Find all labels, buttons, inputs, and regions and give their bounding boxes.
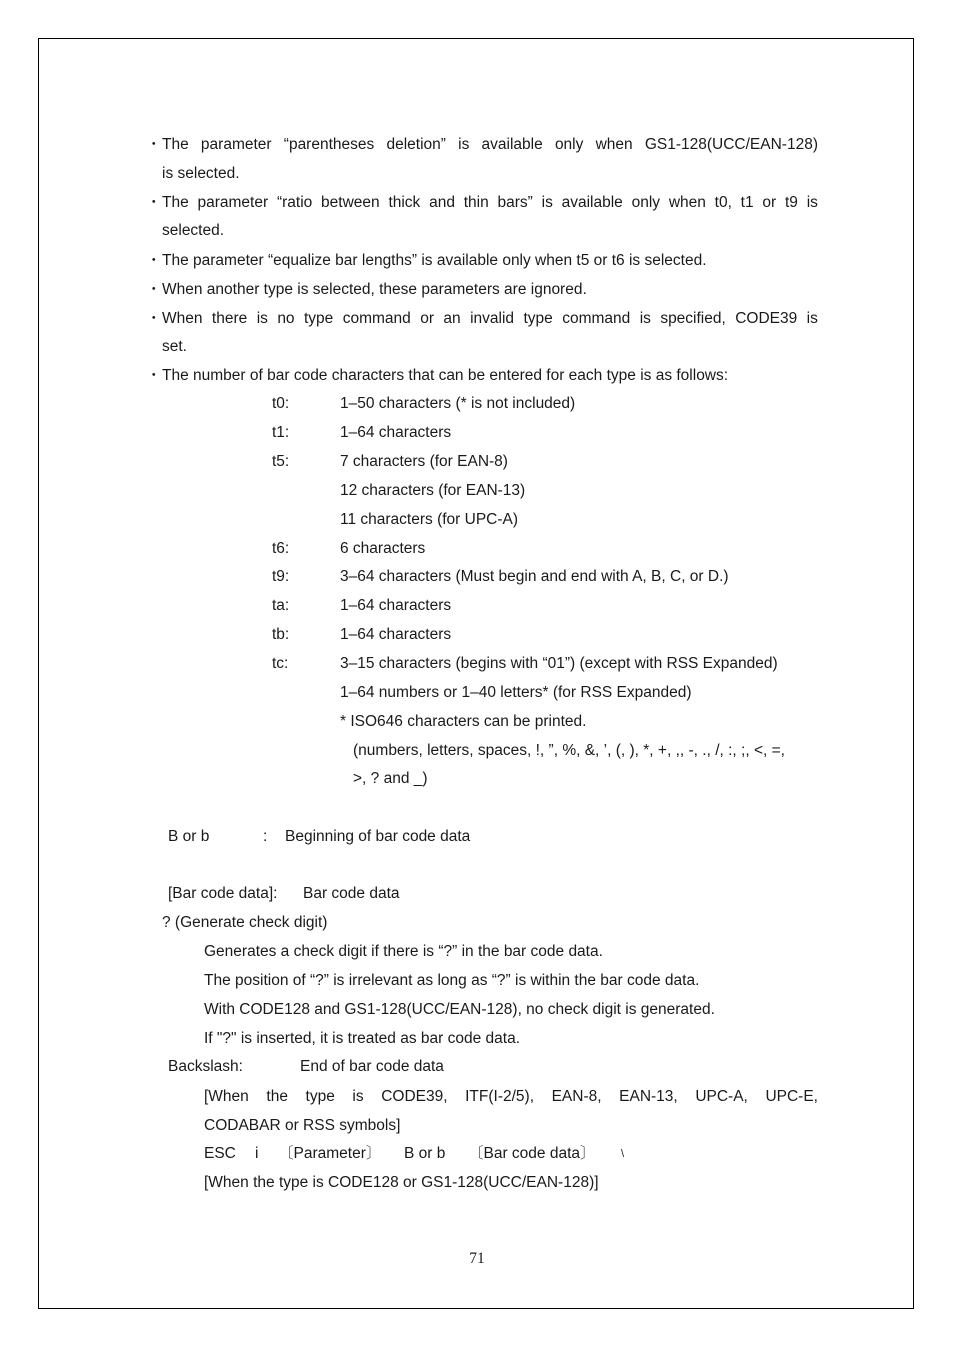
word: an	[443, 310, 461, 327]
bar-code-data-label: [Bar code data]:	[168, 885, 278, 902]
word: available	[481, 136, 543, 153]
word: deletion”	[386, 136, 446, 153]
word: command	[342, 310, 411, 327]
word: type	[305, 1088, 335, 1105]
word: t0,	[714, 194, 732, 211]
check-digit-line: With CODE128 and GS1-128(UCC/EAN-128), no check digit is generated.	[204, 1001, 715, 1018]
iso-chars-line2: >, ? and _)	[353, 770, 428, 787]
word: ITF(I-2/5),	[465, 1088, 535, 1105]
word: is	[352, 1088, 364, 1105]
bullet-text-line	[162, 193, 818, 213]
word: no	[277, 310, 295, 327]
type-code: t9:	[272, 568, 290, 585]
when-type-line2: CODABAR or RSS symbols]	[204, 1117, 401, 1134]
word: The	[162, 136, 189, 153]
type-char-description: 7 characters (for EAN-8)	[340, 453, 508, 470]
type-char-description: 6 characters	[340, 540, 426, 557]
word: command	[562, 310, 631, 327]
page-number: 71	[469, 1250, 485, 1267]
backslash-label: Backslash:	[168, 1058, 243, 1075]
check-digit-line: Generates a check digit if there is “?” in the bar code data.	[204, 943, 603, 960]
word: is	[458, 136, 470, 153]
type-char-description: 12 characters (for EAN-13)	[340, 482, 526, 499]
bullet-text-continuation: selected.	[162, 222, 225, 239]
esc-keyword: ESC	[204, 1145, 236, 1162]
word: is	[541, 194, 553, 211]
bullet-marker: ・	[146, 194, 162, 211]
type-char-description: 1–64 characters	[340, 424, 452, 441]
check-digit-line: If "?" is inserted, it is treated as bar code data.	[204, 1030, 521, 1047]
word: UPC-A,	[695, 1088, 748, 1105]
word: CODE39,	[381, 1088, 448, 1105]
bullet-text-line: When another type is selected, these parameters are ignored.	[162, 281, 587, 298]
word: EAN-8,	[551, 1088, 602, 1105]
esc-i: i	[255, 1145, 259, 1162]
word: [When	[204, 1088, 249, 1105]
type-char-description: 1–50 characters (* is not included)	[340, 395, 576, 412]
word: “ratio	[276, 194, 313, 211]
esc-parameter: 〔Parameter〕	[278, 1145, 382, 1162]
check-digit-title: ? (Generate check digit)	[162, 914, 328, 931]
iso-chars-line1: (numbers, letters, spaces, !, ”, %, &, ’, (, ), *, +, ,, -, ., /, :, ;, <, =,	[353, 742, 785, 759]
b-or-b-desc: Beginning of bar code data	[285, 828, 471, 845]
word: is	[256, 310, 268, 327]
bullet-text-line	[162, 309, 818, 329]
word: when	[595, 136, 633, 153]
bullet-text-line	[162, 135, 818, 155]
bullet-text-line: The number of bar code characters that can be entered for each type is as follows:	[162, 367, 729, 384]
bar-code-data-desc: Bar code data	[303, 885, 400, 902]
word: “parentheses	[283, 136, 375, 153]
esc-b-or-b: B or b	[404, 1145, 446, 1162]
check-digit-line: The position of “?” is irrelevant as long as “?” is within the bar code data.	[204, 972, 700, 989]
word: is	[806, 194, 818, 211]
word: The	[162, 194, 189, 211]
type-char-description: 11 characters (for UPC-A)	[340, 511, 519, 528]
bullet-marker: ・	[146, 367, 162, 384]
word: CODE39	[735, 310, 798, 327]
word: specified,	[660, 310, 726, 327]
bullet-marker: ・	[146, 136, 162, 153]
when-type-line1	[204, 1087, 818, 1107]
type-code: t1:	[272, 424, 290, 441]
type-code: t0:	[272, 395, 290, 412]
word: invalid	[470, 310, 515, 327]
when-type-code128: [When the type is CODE128 or GS1-128(UCC/EAN-128)]	[204, 1174, 599, 1191]
word: only	[631, 194, 661, 211]
word: thin	[463, 194, 489, 211]
word: is	[806, 310, 818, 327]
word: only	[554, 136, 584, 153]
word: t1	[740, 194, 754, 211]
word: UPC-E,	[765, 1088, 818, 1105]
type-char-description: 1–64 numbers or 1–40 letters* (for RSS Expanded)	[340, 684, 692, 701]
word: When	[162, 310, 203, 327]
bullet-marker: ・	[146, 310, 162, 327]
bullet-text-line: The parameter “equalize bar lengths” is available only when t5 or t6 is selected.	[162, 252, 707, 269]
b-or-b-colon: :	[263, 828, 268, 845]
esc-backslash: \	[621, 1148, 625, 1160]
esc-bar-code-data: 〔Bar code data〕	[468, 1145, 596, 1162]
type-char-description: 1–64 characters	[340, 626, 452, 643]
word: available	[561, 194, 623, 211]
word: between	[321, 194, 380, 211]
word: bars”	[497, 194, 533, 211]
type-char-description: 3–64 characters (Must begin and end with A, B, C, or D.)	[340, 568, 729, 585]
type-code: ta:	[272, 597, 290, 614]
bullet-marker: ・	[146, 252, 162, 269]
word: the	[266, 1088, 288, 1105]
word: t9	[784, 194, 798, 211]
word: thick	[388, 194, 421, 211]
type-char-description: 1–64 characters	[340, 597, 452, 614]
word: is	[639, 310, 651, 327]
word: type	[303, 310, 334, 327]
bullet-text-continuation: set.	[162, 338, 187, 355]
b-or-b-label: B or b	[168, 828, 210, 845]
word: and	[429, 194, 455, 211]
bullet-marker: ・	[146, 281, 162, 298]
bullet-text-continuation: is selected.	[162, 165, 240, 182]
type-code: tc:	[272, 655, 289, 672]
word: there	[211, 310, 248, 327]
word: or	[420, 310, 434, 327]
type-char-description: 3–15 characters (begins with “01”) (except with RSS Expanded)	[340, 655, 778, 672]
word: EAN-13,	[619, 1088, 678, 1105]
word: or	[762, 194, 777, 211]
type-code: t5:	[272, 453, 290, 470]
backslash-desc: End of bar code data	[300, 1058, 444, 1075]
type-code: t6:	[272, 540, 290, 557]
word: when	[668, 194, 706, 211]
word: GS1-128(UCC/EAN-128)	[644, 136, 818, 153]
type-code: tb:	[272, 626, 290, 643]
word: type	[523, 310, 553, 327]
word: parameter	[200, 136, 272, 153]
type-char-description: * ISO646 characters can be printed.	[340, 713, 587, 730]
word: parameter	[197, 194, 269, 211]
